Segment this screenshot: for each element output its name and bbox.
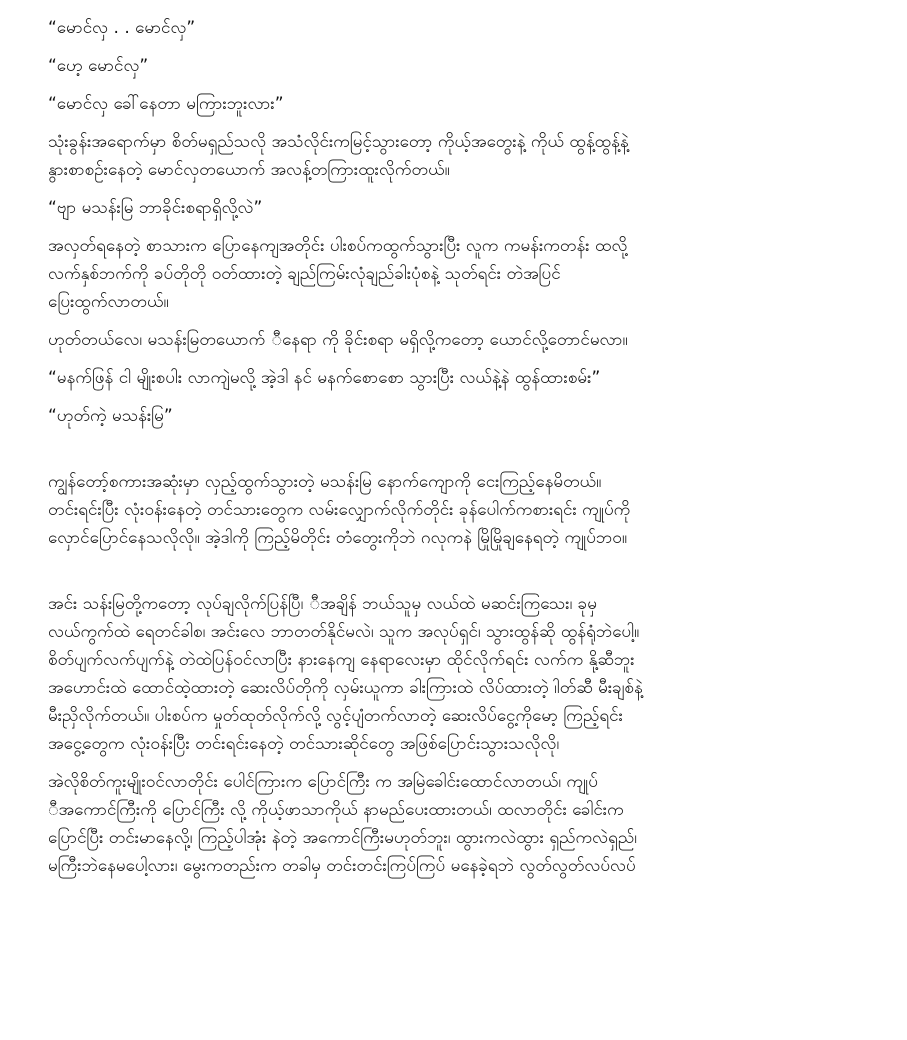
text-line: တင်းရင်းပြီး လုံးဝန်းနေတဲ့ တင်သားတွေက လမ်းလျှောက်လိုက်တိုင်း ခုန်ပေါက်ကစားရင်း ကျုပ်ကို (48, 500, 631, 520)
text-line: “ဗျာ မသန်းမြ ဘာခိုင်းစရာရှိလို့လဲ” (48, 198, 263, 218)
text-line: အဟောင်းထဲ ထောင်ထဲ့ထားတဲ့ ဆေးလိပ်တိုကို လှမ်းယူကာ ခါးကြားထဲ လိပ်ထားတဲ့ ၊ါတ်ဆီ မီးချစ်နဲ့ (48, 678, 643, 698)
text-line: မကြီးဘဲနေမပေါ့လား၊ မွေးကတည်းက တခါမှ တင်းတင်းကြပ်ကြပ် မနေခဲ့ရဘဲ လွတ်လွတ်လပ်လပ် (48, 856, 636, 876)
paragraph-spacer (48, 354, 867, 364)
text-line: အင်း သန်းမြတို့ကတော့ လုပ်ချလိုက်ပြန်ပြီ၊ ီအချိန် ဘယ်သူမှ လယ်ထဲ မဆင်းကြသေး၊ ခုမှ (48, 594, 597, 614)
paragraph (48, 402, 867, 430)
paragraph (48, 232, 867, 316)
paragraph-spacer (48, 392, 867, 402)
text-line: ကျွန်တော့်စကားအဆုံးမှာ လှည့်ထွက်သွားတဲ့ မသန်းမြ နောက်ကျောကို ငေးကြည့်နေမိတယ်။ (48, 472, 602, 492)
text-line: “ဟုတ်ကဲ့ မသန်းမြ” (48, 406, 173, 426)
paragraph (48, 468, 867, 552)
text-line: အလှတ်ရနေတဲ့ စာသားက ပြောနေကျအတိုင်း ပါးစပ်ကထွက်သွားပြီး လူက ကမန်းကတန်း ထလို့ (48, 236, 628, 256)
paragraph (48, 326, 867, 354)
paragraph (48, 14, 867, 42)
text-line: မီးညှိလိုက်တယ်။ ပါးစပ်က မှုတ်ထုတ်လိုက်လို့ လွင့်ပျံတက်လာတဲ့ ဆေးလိပ်ငွေ့ကိုမော့ ကြည့်ရင်း (48, 706, 623, 726)
paragraph-spacer (48, 758, 867, 768)
paragraph-spacer (48, 80, 867, 90)
text-line: ပြောင်ပြီး တင်းမာနေလို့၊ ကြည့်ပါအုံး နဲတဲ့ အကောင်ကြီးမဟုတ်ဘူး၊ ထွားကလဲထွား ရှည်ကလဲရှည်၊ (48, 828, 637, 848)
text-line: အဲလိုစိတ်ကူးမျိုးဝင်လာတိုင်း ပေါင်ကြားက ပြောင်ကြီး က အမြဲခေါင်းထောင်လာတယ်၊ ကျုပ် (48, 772, 598, 792)
text-line: ဟုတ်တယ်လေ၊ မသန်းမြတယောက် ီနေရာ ကို ခိုင်းစရာ မရှိလို့ကတော့ ယောင်လို့တောင်မလာ။ (48, 330, 628, 350)
paragraph-spacer (48, 430, 867, 468)
text-line: “မောင်လှ . . မောင်လှ” (48, 18, 196, 38)
text-line: ီအကောင်ကြီးကို ပြောင်ကြီး လို့ ကိုယ့်ဖာသာကိုယ် နာမည်ပေးထားတယ်၊ ထလာတိုင်း ခေါင်းက (48, 800, 624, 820)
paragraph (48, 90, 867, 118)
text-line: သုံးခွန်းအရောက်မှာ စိတ်မရှည်သလို အသံလိုင်းကမြင့်သွားတော့ ကိုယ့်အတွေးနဲ့ ကိုယ် ထွန့်ထွန့်နဲ့ (48, 132, 629, 152)
paragraph-spacer (48, 42, 867, 52)
paragraph (48, 52, 867, 80)
paragraph (48, 364, 867, 392)
text-line: “ဟေ့ မောင်လှ” (48, 56, 149, 76)
text-line: စိတ်ပျက်လက်ပျက်နဲ့ တဲထဲပြန်ဝင်လာပြီး နားနေကျ နေရာလေးမှာ ထိုင်လိုက်ရင်း လက်က နို့ဆီဘူး (48, 650, 635, 670)
paragraph-spacer (48, 316, 867, 326)
text-line: နွားစာစဉ်းနေတဲ့ မောင်လှတယောက် အလန့်တကြားထူးလိုက်တယ်။ (48, 160, 450, 180)
paragraph-spacer (48, 222, 867, 232)
text-line: လှောင်ပြောင်နေသလိုလို။ အဲ့ဒါကို ကြည့်မိတိုင်း တံတွေးကိုဘဲ ဂလုကနဲ မြိုမြိုချနေရတဲ့ ကျုပ်ဘဝ။ (48, 528, 627, 548)
text-line: “မနက်ဖြန် ငါ မျိုးစပါး လာကျဲမလို့ အဲ့ဒါ နင် မနက်စောစော သွားပြီး လယ်နဲ့နဲ ထွန်ထားစမ်း” (48, 368, 601, 388)
text-line: လက်နှစ်ဘက်ကို ခပ်တိုတို ဝတ်ထားတဲ့ ချည်ကြမ်းလုံချည်ခါးပုံစနဲ့ သုတ်ရင်း တဲအပြင် (48, 264, 561, 284)
paragraph (48, 590, 867, 758)
text-line: “မောင်လှ ခေါ်နေတာ မကြားဘူးလား” (48, 94, 284, 114)
paragraph-spacer (48, 552, 867, 590)
paragraph (48, 194, 867, 222)
text-line: လယ်ကွက်ထဲ ရေတင်ခါစ၊ အင်းလေ ဘာတတ်နိုင်မလဲ၊ သူက အလုပ်ရှင်၊ သွားထွန်ဆို ထွန်ရုံဘဲပေါ့။ (48, 622, 640, 642)
paragraph-spacer (48, 118, 867, 128)
paragraph (48, 768, 867, 880)
paragraph-spacer (48, 184, 867, 194)
text-line: အငွေ့တွေက လုံးဝန်းပြီး တင်းရင်းနေတဲ့ တင်သားဆိုင်တွေ အဖြစ်ပြောင်းသွားသလိုလို၊ (48, 734, 560, 754)
paragraph (48, 128, 867, 184)
text-line: ပြေးထွက်လာတယ်။ (48, 292, 169, 312)
